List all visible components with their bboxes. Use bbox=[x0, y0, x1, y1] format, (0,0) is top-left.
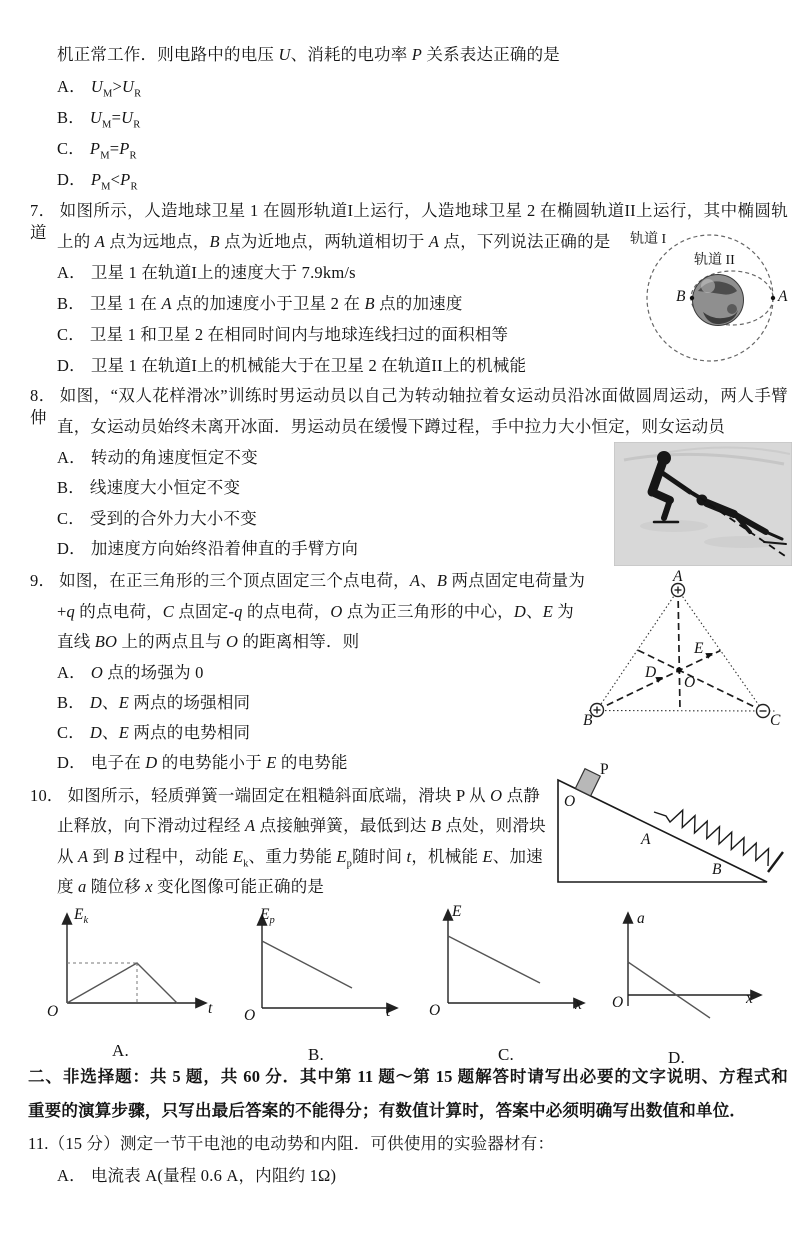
graph-a bbox=[67, 915, 205, 1003]
option-text: 卫星 1 在轨道I上的机械能大于在卫星 2 在轨道II上的机械能 bbox=[90, 356, 527, 375]
option-text: 线速度大小恒定不变 bbox=[89, 478, 241, 497]
point-d-label: D bbox=[645, 664, 657, 681]
center-o-label: O bbox=[684, 674, 696, 691]
graph-c-origin: O bbox=[429, 1002, 441, 1019]
option-text: $U_M>U_R$ bbox=[90, 77, 142, 100]
option-label: C． bbox=[57, 509, 85, 528]
q11-stem: 11.（15 分）测定一节干电池的电动势和内阻．可供使用的实验器材有： bbox=[28, 1134, 555, 1153]
question-number: 8． bbox=[30, 386, 56, 405]
graph-b-caption: B. bbox=[308, 1045, 324, 1064]
option-text: 电流表 A(量程 0.6 A，内阻约 1Ω) bbox=[90, 1166, 337, 1185]
graph-d bbox=[628, 914, 760, 1018]
option-text: 加速度方向始终沿着伸直的手臂方向 bbox=[90, 539, 359, 558]
incline-spring-diagram bbox=[540, 758, 795, 890]
option-label: B． bbox=[57, 478, 85, 497]
q7-option-d bbox=[57, 355, 526, 377]
graph-d-origin: O bbox=[612, 994, 624, 1011]
graph-c-caption: C. bbox=[498, 1045, 514, 1064]
side-bc bbox=[589, 711, 777, 712]
graph-a-ylabel: $E_k$ bbox=[74, 906, 89, 927]
question-number: 7． bbox=[30, 201, 56, 220]
q6-option-b bbox=[57, 107, 140, 129]
q9-option-d bbox=[57, 752, 348, 774]
point-b-label: B bbox=[676, 288, 686, 305]
q6-option-a bbox=[57, 76, 141, 98]
earth-image bbox=[693, 275, 744, 326]
q9-stem-line-1 bbox=[30, 570, 585, 592]
charge-a-plus bbox=[672, 584, 685, 597]
point-a-dot bbox=[771, 296, 775, 300]
point-o-dot bbox=[676, 667, 682, 673]
spring-stop-wall bbox=[768, 852, 783, 872]
stem-text: 如图所示，轻质弹簧一端固定在粗糙斜面底端，滑块 P 从 O 点静 bbox=[67, 786, 541, 805]
q7-stem-line-2: 上的 A 点为远地点，B 点为近地点，两轨道相切于 A 点，下列说法正确的是 bbox=[57, 232, 611, 251]
option-label: B． bbox=[57, 294, 85, 313]
q8-option-a bbox=[57, 447, 258, 469]
option-text: 受到的合外力大小不变 bbox=[89, 509, 257, 528]
satellite-orbits-diagram bbox=[620, 225, 800, 385]
point-e-label: E bbox=[694, 640, 704, 657]
q10-stem-line-2: 止释放，向下滑动过程经 A 点接触弹簧，最低到达 B 点处，则滑块 bbox=[57, 816, 546, 835]
contact-a-label: A bbox=[641, 831, 651, 848]
point-a-label: A bbox=[778, 288, 788, 305]
graph-d-xlabel: x bbox=[746, 990, 753, 1007]
option-text: 卫星 1 在轨道I上的速度大于 7.9km/s bbox=[90, 263, 356, 282]
stem-text: 如图所示，人造地球卫星 1 在圆形轨道I上运行，人造地球卫星 2 在椭圆轨道II上运行，其中椭圆轨道 bbox=[30, 201, 788, 242]
option-label: A． bbox=[57, 77, 86, 96]
question-number: 10． bbox=[30, 786, 64, 805]
stem-text: 如图，“双人花样滑冰”训练时男运动员以自己为转动轴拉着女运动员沿冰面做圆周运动，两人手臂伸 bbox=[30, 386, 788, 427]
option-label: A． bbox=[57, 663, 86, 682]
q8-option-c bbox=[57, 508, 257, 530]
q10-stem-line-1 bbox=[30, 785, 540, 807]
q9-option-b bbox=[57, 692, 250, 714]
option-text: O 点的场强为 0 bbox=[90, 663, 204, 682]
figure-skating-photo bbox=[614, 442, 792, 566]
q9-option-c bbox=[57, 722, 250, 744]
question-number: 9． bbox=[30, 571, 56, 590]
line-a-through-o bbox=[678, 590, 680, 711]
graph-a-caption: A. bbox=[112, 1041, 129, 1060]
option-label: C． bbox=[57, 723, 85, 742]
vertex-c-label: C bbox=[770, 712, 781, 729]
option-text: D、E 两点的场强相同 bbox=[89, 693, 251, 712]
option-text: 卫星 1 在 A 点的加速度小于卫星 2 在 B 点的加速度 bbox=[89, 294, 463, 313]
section2-header-line-1: 二、非选择题：共 5 题，共 60 分．其中第 11 题～第 15 题解答时请写出必要的文字说明、方程式和 bbox=[28, 1067, 788, 1086]
option-label: D． bbox=[57, 539, 86, 558]
vertex-a-label: A bbox=[673, 568, 683, 585]
graph-c bbox=[448, 911, 583, 1003]
stem-text: 如图，在正三角形的三个顶点固定三个点电荷，A、B 两点固定电荷量为 bbox=[59, 571, 586, 590]
option-label: B． bbox=[57, 693, 85, 712]
triangle-charges-diagram bbox=[575, 565, 800, 740]
graph-c-ylabel: E bbox=[452, 903, 462, 920]
option-label: D． bbox=[57, 170, 86, 189]
option-text: 电子在 D 的电势能小于 E 的电势能 bbox=[90, 753, 348, 772]
q7-option-a bbox=[57, 262, 356, 284]
point-b-dot bbox=[690, 296, 694, 300]
option-text: $U_M=U_R$ bbox=[89, 108, 141, 131]
option-label: A． bbox=[57, 448, 86, 467]
graph-d-caption: D. bbox=[668, 1048, 685, 1067]
option-label: D． bbox=[57, 356, 86, 375]
option-label: C． bbox=[57, 139, 85, 158]
orbit-2-label: 轨道 II bbox=[694, 253, 735, 268]
vertex-b-label: B bbox=[583, 712, 593, 729]
option-label: A． bbox=[57, 263, 86, 282]
option-text: $P_M=P_R$ bbox=[89, 139, 137, 162]
graph-d-ylabel: a bbox=[637, 910, 645, 927]
graph-a-xlabel: t bbox=[208, 1000, 213, 1017]
answer-graphs bbox=[30, 895, 795, 1037]
q6-option-c bbox=[57, 138, 137, 160]
graph-c-xlabel: x bbox=[575, 996, 582, 1013]
graph-b bbox=[262, 916, 396, 1008]
point-d-marker bbox=[655, 677, 663, 683]
q11-option-a bbox=[57, 1165, 336, 1187]
graph-b-origin: O bbox=[244, 1007, 256, 1024]
block-p-label: P bbox=[600, 761, 609, 778]
q10-stem-line-4: 度 a 随位移 x 变化图像可能正确的是 bbox=[57, 877, 325, 896]
graph-b-ylabel: $E_p$ bbox=[260, 906, 275, 927]
q6-option-d bbox=[57, 169, 138, 191]
q9-option-a bbox=[57, 662, 204, 684]
release-o-label: O bbox=[564, 793, 576, 810]
option-text: 卫星 1 和卫星 2 在相同时间内与地球连线扫过的面积相等 bbox=[89, 325, 509, 344]
q8-stem-line-2: 直，女运动员始终未离开冰面．男运动员在缓慢下蹲过程，手中拉力大小恒定，则女运动员 bbox=[57, 417, 725, 436]
graph-a-origin: O bbox=[47, 1003, 59, 1020]
option-label: C． bbox=[57, 325, 85, 344]
q6-stem-tail: 机正常工作．则电路中的电压 U、消耗的电功率 P 关系表达正确的是 bbox=[57, 45, 561, 64]
q8-option-d bbox=[57, 538, 358, 560]
section2-header-line-2: 重要的演算步骤，只写出最后答案的不能得分；有数值计算时，答案中必须明确写出数值和单位． bbox=[28, 1101, 747, 1120]
option-text: D、E 两点的电势相同 bbox=[89, 723, 251, 742]
charge-c-minus bbox=[757, 705, 770, 718]
q7-option-b bbox=[57, 293, 463, 315]
graph-b-xlabel: t bbox=[386, 1003, 391, 1020]
lowest-b-label: B bbox=[712, 861, 722, 878]
q10-stem-line-3: 从 A 到 B 过程中，动能 $E_k$、重力势能 $E_p$随时间 t，机械能 E、加速 bbox=[57, 847, 543, 870]
q9-stem-line-3: 直线 BO 上的两点且与 O 的距离相等．则 bbox=[57, 632, 360, 651]
q8-option-b bbox=[57, 477, 240, 499]
option-label: A． bbox=[57, 1166, 86, 1185]
q7-option-c bbox=[57, 324, 508, 346]
option-text: $P_M<P_R$ bbox=[90, 170, 138, 193]
option-label: B． bbox=[57, 108, 85, 127]
option-label: D． bbox=[57, 753, 86, 772]
option-text: 转动的角速度恒定不变 bbox=[90, 448, 258, 467]
q9-stem-line-2: +q 的点电荷，C 点固定-q 的点电荷，O 点为正三角形的中心，D、E 为 bbox=[57, 602, 575, 621]
orbit-1-label: 轨道 I bbox=[630, 232, 667, 247]
